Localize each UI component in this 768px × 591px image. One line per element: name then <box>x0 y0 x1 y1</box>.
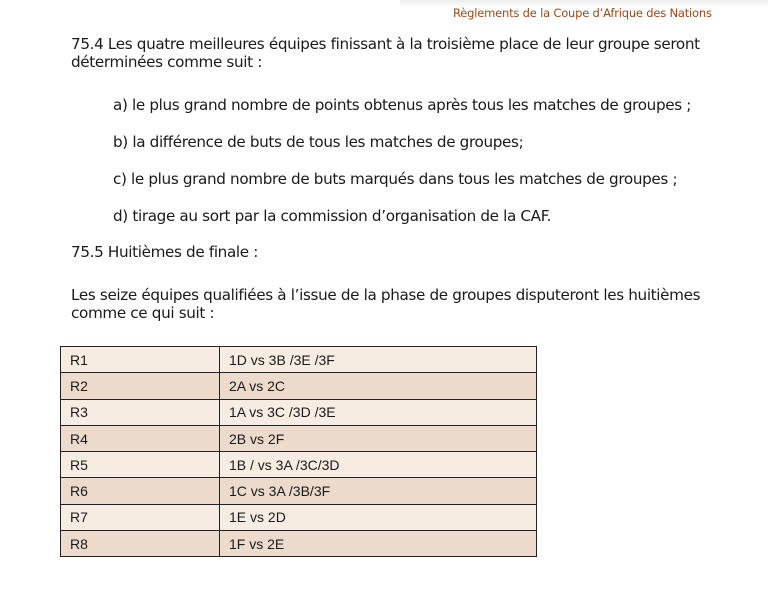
match-cell: 1E vs 2D <box>220 504 537 530</box>
table-row <box>61 373 537 399</box>
match-cell: 1C vs 3A /3B/3F <box>220 478 537 504</box>
section-75-4-intro-line1: 75.4 Les quatre meilleures équipes finissant à la troisième place de leur groupe seront <box>71 35 700 53</box>
criterion-d: d) tirage au sort par la commission d’organisation de la CAF. <box>113 207 552 225</box>
table-row <box>61 425 537 451</box>
match-cell: 2A vs 2C <box>220 373 537 399</box>
round-cell: R6 <box>61 478 220 504</box>
section-75-5-intro-line2: comme ce qui suit : <box>71 304 215 322</box>
criterion-a: a) le plus grand nombre de points obtenus après tous les matches de groupes ; <box>113 96 692 114</box>
section-75-4-intro <box>71 35 721 71</box>
round-cell: R4 <box>61 425 220 451</box>
match-cell: 1F vs 2E <box>220 531 537 557</box>
round-cell: R2 <box>61 373 220 399</box>
round-cell: R5 <box>61 452 220 478</box>
match-cell: 1D vs 3B /3E /3F <box>220 347 537 373</box>
table-row <box>61 531 537 557</box>
criterion-b: b) la différence de buts de tous les matches de groupes; <box>113 133 524 151</box>
table-row <box>61 452 537 478</box>
round-of-16-table <box>60 346 537 557</box>
table-row <box>61 347 537 373</box>
match-cell: 2B vs 2F <box>220 425 537 451</box>
table-row <box>61 399 537 425</box>
running-header: Règlements de la Coupe d’Afrique des Nations <box>453 6 712 20</box>
table-row <box>61 478 537 504</box>
section-75-5-intro-line1: Les seize équipes qualifiées à l’issue de la phase de groupes disputeront les huitièmes <box>71 286 701 304</box>
table-row <box>61 504 537 530</box>
match-cell: 1A vs 3C /3D /3E <box>220 399 537 425</box>
criterion-c: c) le plus grand nombre de buts marqués dans tous les matches de groupes ; <box>113 170 678 188</box>
round-cell: R7 <box>61 504 220 530</box>
round-cell: R3 <box>61 399 220 425</box>
section-75-5-heading: 75.5 Huitièmes de finale : <box>71 243 259 261</box>
round-cell: R8 <box>61 531 220 557</box>
section-75-4-intro-line2: déterminées comme suit : <box>71 53 262 71</box>
section-75-5-intro <box>71 286 721 322</box>
match-cell: 1B / vs 3A /3C/3D <box>220 452 537 478</box>
round-cell: R1 <box>61 347 220 373</box>
